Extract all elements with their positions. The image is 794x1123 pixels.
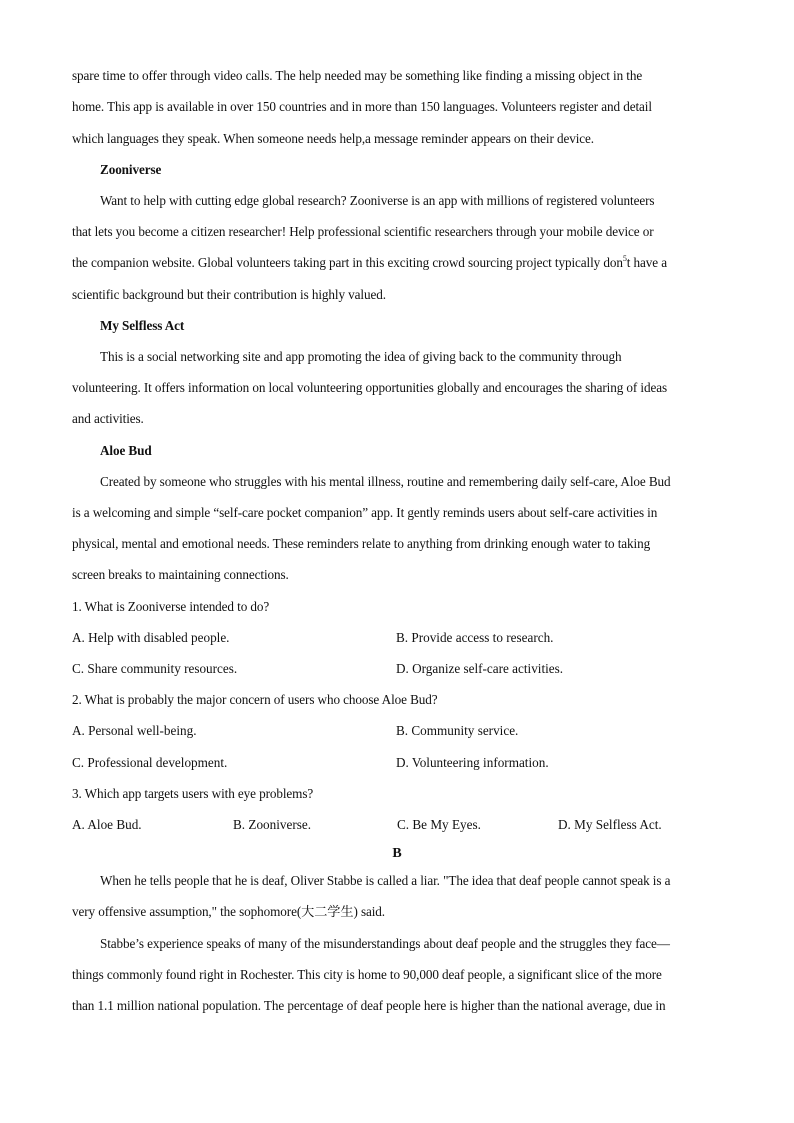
app-heading-selfless-act: My Selfless Act <box>100 318 185 333</box>
text-line <box>72 255 722 271</box>
text-line: spare time to offer through video calls. The help needed may be something like finding a missing object in the <box>72 68 643 83</box>
text-line: physical, mental and emotional needs. These reminders relate to anything from drinking enough water to taking <box>72 536 651 551</box>
question-stem: 2. What is probably the major concern of users who choose Aloe Bud? <box>72 692 438 707</box>
text-line: and activities. <box>72 411 144 426</box>
answer-option: B. Zooniverse. <box>233 817 312 832</box>
answer-option: C. Professional development. <box>72 755 228 770</box>
text-line: scientific background but their contribution is highly valued. <box>72 287 386 302</box>
answer-option: D. Organize self-care activities. <box>396 661 564 676</box>
text-line: which languages they speak. When someone needs help,a message reminder appears on their device. <box>72 131 594 146</box>
text-line: is a welcoming and simple “self-care pocket companion” app. It gently reminds users about self-care activities in <box>72 505 658 520</box>
text-line: things commonly found right in Rochester. This city is home to 90,000 deaf people, a significant slice of the more <box>72 967 662 982</box>
answer-option: D. My Selfless Act. <box>558 817 662 832</box>
question-stem: 1. What is Zooniverse intended to do? <box>72 599 270 614</box>
answer-option: D. Volunteering information. <box>396 755 549 770</box>
answer-option: A. Personal well-being. <box>72 723 197 738</box>
text-line: Stabbe’s experience speaks of many of the misunderstandings about deaf people and the struggles they face— <box>100 936 670 951</box>
app-heading-zooniverse: Zooniverse <box>100 162 162 177</box>
answer-option: A. Help with disabled people. <box>72 630 230 645</box>
answer-option: B. Community service. <box>396 723 519 738</box>
answer-option: B. Provide access to research. <box>396 630 554 645</box>
text-segment: the companion website. Global volunteers taking part in this exciting crowd sourcing project typically don <box>72 255 623 270</box>
answer-option: C. Be My Eyes. <box>397 817 481 832</box>
text-line: than 1.1 million national population. The percentage of deaf people here is higher than the national average, due in <box>72 998 666 1013</box>
superscript: 5 <box>622 254 627 263</box>
app-heading-aloe-bud: Aloe Bud <box>100 443 152 458</box>
section-label: B <box>392 846 402 861</box>
text-line: This is a social networking site and app promoting the idea of giving back to the community through <box>100 349 622 364</box>
text-line: When he tells people that he is deaf, Oliver Stabbe is called a liar. "The idea that deaf people cannot speak is a <box>100 873 671 888</box>
answer-option: A. Aloe Bud. <box>72 817 142 832</box>
answer-option: C. Share community resources. <box>72 661 238 676</box>
text-line: Created by someone who struggles with his mental illness, routine and remembering daily self-care, Aloe Bud <box>100 474 671 489</box>
text-line: that lets you become a citizen researcher! Help professional scientific researchers through your mobile device or <box>72 224 654 239</box>
text-line: screen breaks to maintaining connections. <box>72 567 289 582</box>
text-line: very offensive assumption," the sophomore(大二学生) said. <box>72 904 385 919</box>
text-line: Want to help with cutting edge global research? Zooniverse is an app with millions of registered volunteers <box>100 193 655 208</box>
text-line: home. This app is available in over 150 countries and in more than 150 languages. Volunteers register and detail <box>72 99 652 114</box>
question-stem: 3. Which app targets users with eye problems? <box>72 786 314 801</box>
text-segment: t have a <box>626 255 667 270</box>
text-line: volunteering. It offers information on local volunteering opportunities globally and encourages the sharing of ideas <box>72 380 667 395</box>
